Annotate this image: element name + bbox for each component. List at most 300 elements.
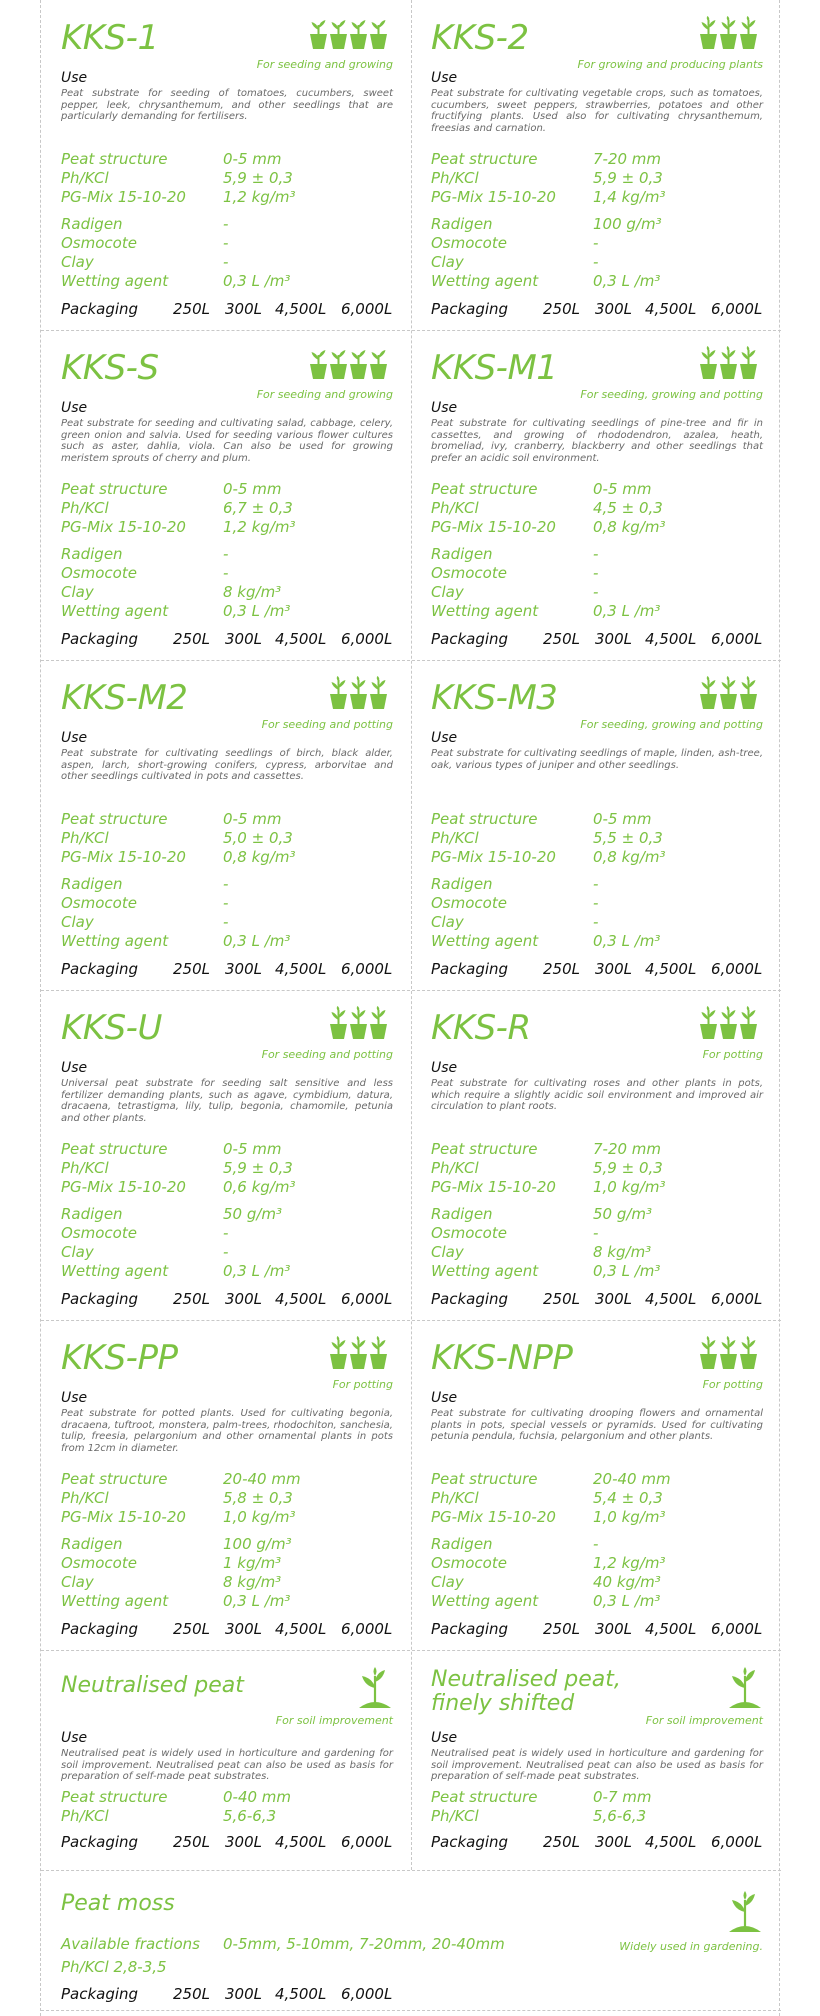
pgmix-row [61, 1178, 393, 1197]
phkcl-row-label: Ph/KCl [431, 1807, 479, 1825]
packaging-size: 250L [173, 1620, 210, 1638]
packaging-size: 300L [595, 300, 632, 318]
packaging-size: 300L [595, 1290, 632, 1308]
peat-structure-row-value: 7-20 mm [593, 1140, 662, 1158]
osmocote-row-label: Osmocote [61, 1554, 137, 1572]
packaging-size: 4,500L [645, 1620, 697, 1638]
radigen-row-label: Radigen [431, 215, 493, 233]
phkcl-row-label: Ph/KCl [431, 499, 479, 517]
packaging-size: 250L [543, 630, 580, 648]
osmocote-row-value: - [593, 894, 599, 912]
phkcl-line: Ph/KCl 2,8-3,5 [61, 1958, 167, 1976]
radigen-row-label: Radigen [61, 215, 123, 233]
product-card [411, 1320, 781, 1650]
product-subtitle: For potting [332, 1378, 393, 1391]
wetting-row-value: 0,3 L /m³ [593, 272, 661, 290]
radigen-row-label: Radigen [431, 1205, 493, 1223]
packaging-size: 6,000L [341, 630, 393, 648]
packaging-row [431, 960, 763, 980]
phkcl-row-label: Ph/KCl [61, 1159, 109, 1177]
pgmix-row-value: 0,8 kg/m³ [593, 518, 666, 536]
sprout-soil-icon [727, 1666, 763, 1714]
phkcl-row [61, 1159, 393, 1178]
product-title: KKS-NPP [431, 1338, 573, 1378]
pgmix-row-value: 1,2 kg/m³ [223, 518, 296, 536]
sprout-soil-icon [727, 1890, 763, 1938]
packaging-size: 4,500L [275, 960, 327, 978]
wetting-row [431, 602, 763, 621]
clay-row-label: Clay [431, 1573, 464, 1591]
wetting-row [61, 1262, 393, 1281]
product-description: Peat substrate for cultivating roses and other plants in pots, which require a slightly acidic soil environment and improved air circulation to plant roots. [431, 1078, 763, 1112]
use-label: Use [431, 1060, 458, 1076]
osmocote-row-value: - [593, 1224, 599, 1242]
osmocote-row [431, 234, 763, 253]
product-card [41, 0, 411, 330]
phkcl-row-label: Ph/KCl [431, 1159, 479, 1177]
packaging-row [431, 1290, 763, 1310]
packaging-size: 4,500L [645, 300, 697, 318]
wetting-row-value: 0,3 L /m³ [593, 1592, 661, 1610]
packaging-size: 4,500L [645, 630, 697, 648]
peat-structure-row-value: 0-5 mm [593, 810, 652, 828]
wetting-row-value: 0,3 L /m³ [593, 1262, 661, 1280]
peat-structure-row [61, 1140, 393, 1159]
packaging-row [431, 630, 763, 650]
potting-pots-icon [697, 346, 763, 384]
packaging-size: 6,000L [341, 300, 393, 318]
packaging-label: Packaging [431, 1620, 509, 1638]
radigen-row-value: - [223, 215, 229, 233]
packaging-size: 300L [225, 1620, 262, 1638]
product-subtitle: Widely used in gardening. [619, 1940, 763, 1953]
phkcl-row-value: 5,6-6,3 [593, 1807, 647, 1825]
phkcl-row-label: Ph/KCl [431, 1489, 479, 1507]
potting-pots-icon [697, 676, 763, 714]
pgmix-row [431, 188, 763, 207]
clay-row [431, 583, 763, 602]
product-description: Peat substrate for seeding of tomatoes, cucumbers, sweet pepper, leek, chrysanthemum, and other seedlings that are particularly demanding for fertilisers. [61, 88, 393, 122]
packaging-label: Packaging [61, 1985, 139, 2003]
packaging-size: 4,500L [275, 1620, 327, 1638]
wetting-row-value: 0,3 L /m³ [223, 1592, 291, 1610]
osmocote-row [431, 1554, 763, 1573]
radigen-row-value: - [223, 545, 229, 563]
clay-row [61, 253, 393, 272]
product-title: KKS-R [431, 1008, 531, 1048]
clay-row-label: Clay [61, 1243, 94, 1261]
phkcl-row-value: 5,6-6,3 [223, 1807, 277, 1825]
product-description: Neutralised peat is widely used in horticulture and gardening for soil improvement. Neutralised peat can also be used as basis for preparation of self-made peat substrates. [61, 1748, 393, 1782]
pgmix-row-label: PG-Mix 15-10-20 [61, 1508, 186, 1526]
radigen-row-label: Radigen [61, 1205, 123, 1223]
phkcl-row-value: 5,8 ± 0,3 [223, 1489, 293, 1507]
product-description: Peat substrate for cultivating seedlings of maple, linden, ash-tree, oak, various types of juniper and other seedlings. [431, 748, 763, 771]
product-title: KKS-M2 [61, 678, 188, 718]
osmocote-row-label: Osmocote [61, 564, 137, 582]
osmocote-row [431, 1224, 763, 1243]
packaging-size: 300L [225, 1290, 262, 1308]
phkcl-row-label: Ph/KCl [61, 829, 109, 847]
radigen-row-value: 100 g/m³ [593, 215, 662, 233]
packaging-label: Packaging [431, 630, 509, 648]
product-subtitle: For soil improvement [275, 1714, 393, 1727]
wetting-row-label: Wetting agent [61, 602, 169, 620]
packaging-size: 6,000L [341, 960, 393, 978]
packaging-label: Packaging [61, 1833, 139, 1851]
wetting-row [61, 1592, 393, 1611]
osmocote-row-value: - [593, 564, 599, 582]
pgmix-row-value: 0,6 kg/m³ [223, 1178, 296, 1196]
clay-row-value: - [223, 913, 229, 931]
osmocote-row-label: Osmocote [431, 234, 507, 252]
pgmix-row [61, 848, 393, 867]
packaging-size: 6,000L [341, 1833, 393, 1851]
packaging-size: 250L [173, 960, 210, 978]
peat-structure-row-value: 20-40 mm [223, 1470, 301, 1488]
wetting-row [61, 602, 393, 621]
phkcl-row-value: 6,7 ± 0,3 [223, 499, 293, 517]
packaging-label: Packaging [61, 630, 139, 648]
pgmix-row [61, 188, 393, 207]
sprout-soil-icon [357, 1666, 393, 1714]
wetting-row-label: Wetting agent [431, 1262, 539, 1280]
radigen-row [61, 545, 393, 564]
pgmix-row-label: PG-Mix 15-10-20 [431, 188, 556, 206]
pgmix-row [431, 1508, 763, 1527]
osmocote-row-label: Osmocote [61, 894, 137, 912]
product-description: Peat substrate for cultivating seedlings of pine-tree and fir in cassettes, and growing of rhododendron, azalea, heath, bromeliad, ivy, cranberry, blackberry and other seedlings that prefer an acidic soil environment. [431, 418, 763, 464]
potted-plants-icon [327, 1336, 393, 1374]
wetting-row-value: 0,3 L /m³ [223, 932, 291, 950]
pgmix-row-label: PG-Mix 15-10-20 [61, 848, 186, 866]
radigen-row [431, 875, 763, 894]
phkcl-row [61, 169, 393, 188]
clay-row-label: Clay [61, 913, 94, 931]
product-subtitle: For seeding and potting [261, 1048, 393, 1061]
packaging-size: 250L [543, 960, 580, 978]
peat-structure-row-value: 0-7 mm [593, 1788, 652, 1806]
product-description: Peat substrate for cultivating seedlings of birch, black alder, aspen, larch, short-growing conifers, cypress, arborvitae and other seedlings cultivated in pots and cassettes. [61, 748, 393, 782]
clay-row-label: Clay [61, 1573, 94, 1591]
packaging-label: Packaging [61, 300, 139, 318]
peat-structure-row-value: 0-5 mm [223, 150, 282, 168]
wetting-row [431, 272, 763, 291]
pgmix-row-label: PG-Mix 15-10-20 [61, 518, 186, 536]
packaging-row [61, 1620, 393, 1640]
packaging-size: 300L [225, 300, 262, 318]
radigen-row-value: 50 g/m³ [223, 1205, 283, 1223]
peat-structure-row [61, 480, 393, 499]
potting-pots-icon [327, 676, 393, 714]
product-card [411, 1650, 781, 1870]
use-label: Use [61, 730, 88, 746]
packaging-size: 6,000L [711, 1290, 763, 1308]
packaging-row [61, 630, 393, 650]
row-divider [41, 1320, 781, 1321]
peat-structure-row-label: Peat structure [61, 480, 168, 498]
clay-row [61, 913, 393, 932]
radigen-row [61, 875, 393, 894]
packaging-size: 6,000L [341, 1290, 393, 1308]
packaging-size: 250L [543, 300, 580, 318]
peat-structure-row-value: 0-5 mm [223, 480, 282, 498]
osmocote-row [431, 894, 763, 913]
pgmix-row [431, 518, 763, 537]
clay-row-value: - [593, 913, 599, 931]
use-label: Use [61, 1060, 88, 1076]
product-title: Neutralised peat [61, 1673, 244, 1698]
packaging-row [61, 1985, 401, 2005]
pgmix-row-value: 1,4 kg/m³ [593, 188, 666, 206]
product-card [41, 660, 411, 990]
use-label: Use [61, 400, 88, 416]
packaging-label: Packaging [431, 1833, 509, 1851]
packaging-size: 250L [173, 1290, 210, 1308]
packaging-size: 250L [173, 630, 210, 648]
phkcl-row [431, 829, 763, 848]
product-card [41, 1320, 411, 1650]
wetting-row-value: 0,3 L /m³ [223, 1262, 291, 1280]
product-card [41, 330, 411, 660]
product-subtitle: For seeding, growing and potting [580, 718, 763, 731]
radigen-row [61, 215, 393, 234]
clay-row [431, 1573, 763, 1592]
radigen-row-label: Radigen [61, 1535, 123, 1553]
potted-plants-icon [697, 1006, 763, 1044]
osmocote-row-value: - [223, 234, 229, 252]
peat-structure-row-label: Peat structure [431, 810, 538, 828]
packaging-size: 4,500L [275, 1833, 327, 1851]
osmocote-row-label: Osmocote [431, 564, 507, 582]
packaging-label: Packaging [61, 960, 139, 978]
packaging-label: Packaging [431, 960, 509, 978]
packaging-row [431, 1833, 763, 1853]
use-label: Use [431, 1730, 458, 1746]
product-description: Neutralised peat is widely used in horticulture and gardening for soil improvement. Neutralised peat can also be used as basis for preparation of self-made peat substrates. [431, 1748, 763, 1782]
pgmix-row-value: 0,8 kg/m³ [593, 848, 666, 866]
fractions-row [61, 1935, 763, 1954]
pgmix-row [431, 1178, 763, 1197]
peat-structure-row-value: 20-40 mm [593, 1470, 671, 1488]
packaging-size: 6,000L [341, 1985, 393, 2003]
wetting-row [61, 932, 393, 951]
phkcl-row [61, 1489, 393, 1508]
wetting-row-label: Wetting agent [61, 272, 169, 290]
packaging-size: 250L [543, 1290, 580, 1308]
osmocote-row-value: 1,2 kg/m³ [593, 1554, 666, 1572]
packaging-row [431, 300, 763, 320]
packaging-size: 300L [595, 960, 632, 978]
phkcl-row-value: 5,4 ± 0,3 [593, 1489, 663, 1507]
packaging-size: 6,000L [711, 300, 763, 318]
use-label: Use [431, 70, 458, 86]
potting-pots-icon [327, 1006, 393, 1044]
potted-plants-icon [697, 1336, 763, 1374]
product-subtitle: For seeding and growing [256, 58, 393, 71]
packaging-size: 4,500L [275, 630, 327, 648]
packaging-size: 4,500L [645, 1290, 697, 1308]
clay-row-label: Clay [431, 253, 464, 271]
product-title: KKS-S [61, 348, 159, 388]
phkcl-row-value: 5,9 ± 0,3 [593, 1159, 663, 1177]
packaging-size: 300L [595, 630, 632, 648]
osmocote-row-label: Osmocote [61, 234, 137, 252]
clay-row-label: Clay [61, 253, 94, 271]
radigen-row [431, 545, 763, 564]
clay-row-label: Clay [61, 583, 94, 601]
radigen-row-value: 100 g/m³ [223, 1535, 292, 1553]
wetting-row-label: Wetting agent [61, 932, 169, 950]
packaging-row [431, 1620, 763, 1640]
wetting-row [431, 1262, 763, 1281]
packaging-size: 6,000L [711, 1620, 763, 1638]
radigen-row-label: Radigen [431, 1535, 493, 1553]
product-subtitle: For potting [702, 1048, 763, 1061]
product-description: Peat substrate for seeding and cultivating salad, cabbage, celery, green onion and salvia. Used for seeding various flower cultures such as aster, dahlia, viola. Can also be used for growing meristem sprouts of cherry and plum. [61, 418, 393, 464]
peat-structure-row-value: 0-5 mm [593, 480, 652, 498]
packaging-row [61, 960, 393, 980]
clay-row-value: 8 kg/m³ [223, 1573, 282, 1591]
pgmix-row-value: 1,0 kg/m³ [593, 1508, 666, 1526]
pgmix-row-label: PG-Mix 15-10-20 [431, 518, 556, 536]
peat-structure-row-value: 7-20 mm [593, 150, 662, 168]
packaging-label: Packaging [61, 1620, 139, 1638]
radigen-row-value: - [593, 1535, 599, 1553]
peat-structure-row-label: Peat structure [431, 1140, 538, 1158]
clay-row-label: Clay [431, 913, 464, 931]
wetting-row-label: Wetting agent [431, 932, 539, 950]
radigen-row-value: 50 g/m³ [593, 1205, 653, 1223]
product-description: Universal peat substrate for seeding salt sensitive and less fertilizer demanding plants, such as agave, cymbidium, datura, dracaena, tetrastigma, lily, tulip, begonia, chamomile, petunia and other plants. [61, 1078, 393, 1124]
packaging-size: 4,500L [275, 1985, 327, 2003]
clay-row [61, 583, 393, 602]
phkcl-row-value: 5,9 ± 0,3 [223, 169, 293, 187]
peat-structure-row-label: Peat structure [431, 480, 538, 498]
peat-structure-row-label: Peat structure [61, 150, 168, 168]
radigen-row-label: Radigen [431, 545, 493, 563]
pgmix-row-label: PG-Mix 15-10-20 [431, 1178, 556, 1196]
pgmix-row-label: PG-Mix 15-10-20 [431, 848, 556, 866]
phkcl-row [431, 1489, 763, 1508]
osmocote-row [61, 1554, 393, 1573]
osmocote-row-value: 1 kg/m³ [223, 1554, 282, 1572]
pgmix-row-label: PG-Mix 15-10-20 [61, 188, 186, 206]
product-title: KKS-M3 [431, 678, 558, 718]
radigen-row-value: - [223, 875, 229, 893]
packaging-size: 4,500L [275, 300, 327, 318]
use-label: Use [431, 730, 458, 746]
use-label: Use [61, 1730, 88, 1746]
clay-row-label: Clay [431, 583, 464, 601]
packaging-label: Packaging [431, 1290, 509, 1308]
clay-row-value: - [593, 253, 599, 271]
pgmix-row [61, 518, 393, 537]
packaging-size: 6,000L [711, 630, 763, 648]
packaging-row [61, 1290, 393, 1310]
phkcl-row-value: 5,9 ± 0,3 [223, 1159, 293, 1177]
product-title: Peat moss [61, 1891, 175, 1916]
radigen-row-label: Radigen [431, 875, 493, 893]
packaging-row [61, 1833, 393, 1853]
radigen-row-value: - [593, 875, 599, 893]
row-divider [41, 2010, 781, 2011]
phkcl-row [431, 499, 763, 518]
radigen-row [431, 1535, 763, 1554]
osmocote-row-value: - [223, 894, 229, 912]
pgmix-row-value: 0,8 kg/m³ [223, 848, 296, 866]
peat-structure-row-label: Peat structure [61, 1470, 168, 1488]
peat-moss-card [41, 1870, 781, 2012]
product-subtitle: For growing and producing plants [577, 58, 763, 71]
product-title-line: finely shifted [431, 1691, 575, 1716]
wetting-row-label: Wetting agent [61, 1592, 169, 1610]
product-subtitle: For soil improvement [645, 1714, 763, 1727]
clay-row [431, 1243, 763, 1262]
peat-structure-row [61, 1788, 393, 1807]
packaging-size: 300L [595, 1620, 632, 1638]
osmocote-row-value: - [593, 234, 599, 252]
fractions-value: 0-5mm, 5-10mm, 7-20mm, 20-40mm [223, 1935, 505, 1953]
phkcl-row [61, 1958, 763, 1977]
clay-row-value: - [593, 583, 599, 601]
packaging-size: 250L [173, 300, 210, 318]
catalog-grid [40, 0, 780, 2016]
packaging-size: 300L [225, 960, 262, 978]
column-divider [411, 0, 412, 1870]
clay-row [61, 1573, 393, 1592]
packaging-size: 250L [543, 1620, 580, 1638]
osmocote-row-label: Osmocote [431, 894, 507, 912]
phkcl-row [61, 499, 393, 518]
radigen-row-value: - [593, 545, 599, 563]
peat-structure-row-label: Peat structure [431, 1470, 538, 1488]
packaging-size: 300L [225, 1833, 262, 1851]
clay-row [431, 253, 763, 272]
peat-structure-row [431, 1470, 763, 1489]
product-title-line: Neutralised peat, [431, 1667, 621, 1692]
phkcl-row-label: Ph/KCl [431, 169, 479, 187]
pgmix-row-label: PG-Mix 15-10-20 [431, 1508, 556, 1526]
wetting-row [61, 272, 393, 291]
peat-structure-row [431, 1140, 763, 1159]
wetting-row-value: 0,3 L /m³ [593, 932, 661, 950]
product-title [431, 1668, 621, 1716]
packaging-size: 4,500L [645, 960, 697, 978]
osmocote-row [61, 564, 393, 583]
radigen-row [61, 1205, 393, 1224]
product-title: KKS-PP [61, 1338, 178, 1378]
packaging-label: Packaging [61, 1290, 139, 1308]
product-card [411, 660, 781, 990]
osmocote-row-label: Osmocote [431, 1554, 507, 1572]
osmocote-row-value: - [223, 1224, 229, 1242]
osmocote-row-label: Osmocote [431, 1224, 507, 1242]
radigen-row [431, 1205, 763, 1224]
packaging-size: 300L [225, 630, 262, 648]
product-title: KKS-1 [61, 18, 159, 58]
wetting-row-value: 0,3 L /m³ [593, 602, 661, 620]
radigen-row [61, 1535, 393, 1554]
product-card [41, 1650, 411, 1870]
phkcl-row-label: Ph/KCl [61, 1807, 109, 1825]
product-subtitle: For seeding, growing and potting [580, 388, 763, 401]
packaging-size: 6,000L [711, 1833, 763, 1851]
phkcl-row-label: Ph/KCl [431, 829, 479, 847]
product-title: KKS-U [61, 1008, 162, 1048]
product-card [411, 0, 781, 330]
clay-row-value: 8 kg/m³ [593, 1243, 652, 1261]
